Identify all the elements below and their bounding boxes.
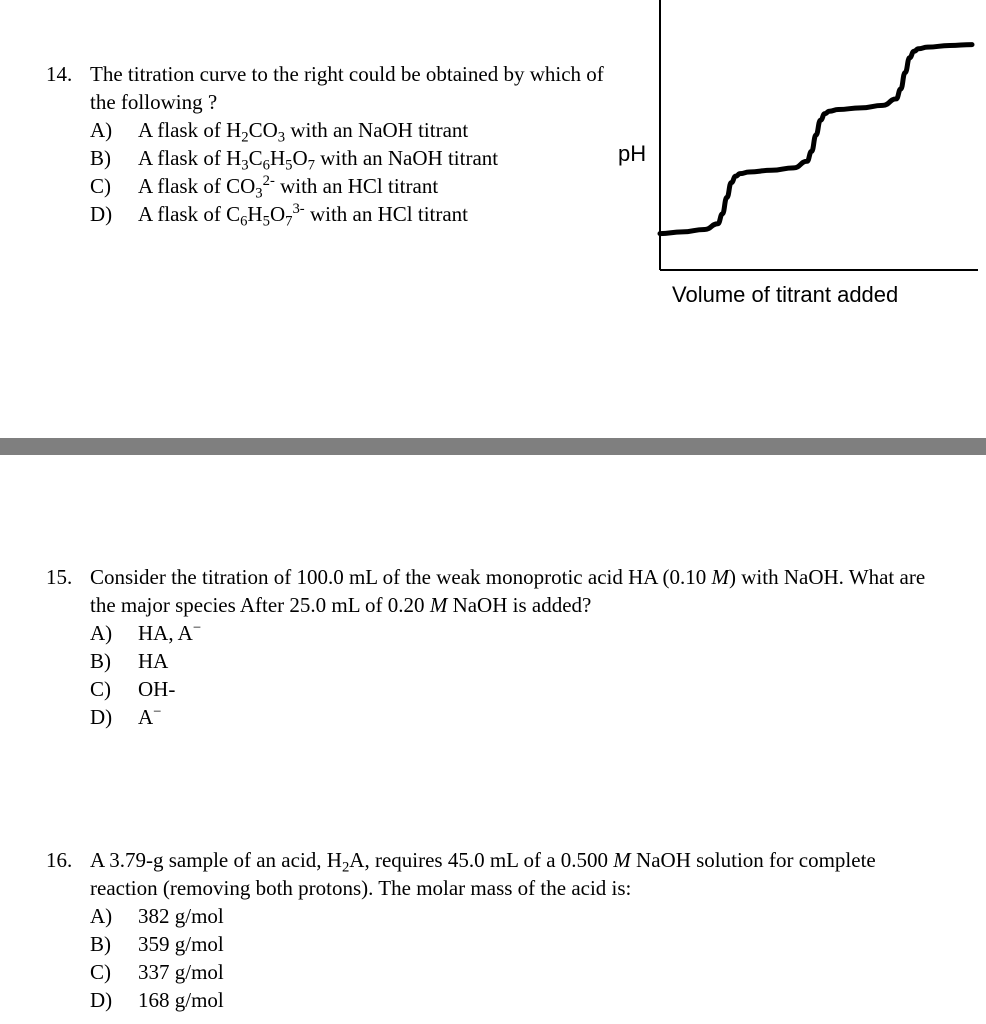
option-letter: B)	[90, 146, 111, 170]
option-letter: D)	[90, 705, 113, 729]
option-a[interactable]	[46, 116, 606, 144]
question-number: 16.	[46, 848, 73, 872]
question-16	[46, 846, 946, 1014]
option-d[interactable]	[46, 986, 946, 1014]
option-a[interactable]	[46, 619, 946, 647]
section-divider	[0, 438, 986, 455]
x-axis-label: Volume of titrant added	[672, 282, 899, 307]
option-letter: B)	[90, 649, 111, 673]
option-b[interactable]	[46, 144, 606, 172]
y-axis-label: pH	[618, 141, 647, 166]
option-text: 337 g/mol	[138, 960, 224, 984]
option-text: HA	[138, 649, 169, 673]
option-text: OH-	[138, 677, 176, 701]
question-stem: Consider the titration of 100.0 mL of the weak monoprotic acid HA (0.10 M) with NaOH. What are the major species After 25.0 mL of 0.20 M NaOH is added?	[90, 565, 926, 617]
option-b[interactable]	[46, 647, 946, 675]
option-d[interactable]	[46, 200, 606, 228]
option-letter: A)	[90, 621, 113, 645]
question-stem: A 3.79-g sample of an acid, $H_2A$, requires 45.0 mL of a 0.500 M NaOH solution for complete reaction (removing both protons). The molar mass of the acid is:	[90, 848, 876, 900]
option-letter: C)	[90, 960, 111, 984]
question-number: 14.	[46, 62, 73, 86]
option-text: 168 g/mol	[138, 988, 224, 1012]
option-c[interactable]	[46, 958, 946, 986]
series-layer	[660, 45, 972, 234]
option-text: A flask of $C_6H_5O_7^{3-}$ with an HCl titrant	[138, 200, 469, 230]
option-c[interactable]	[46, 675, 946, 703]
option-text: A−	[138, 703, 162, 729]
option-text: A flask of $H_3C_6H_5O_7$ with an NaOH titrant	[138, 146, 499, 174]
option-b[interactable]	[46, 930, 946, 958]
titration-chart	[608, 0, 986, 320]
option-text: 382 g/mol	[138, 904, 224, 928]
option-text: A flask of $CO_3^{2-}$ with an HCl titrant	[138, 172, 439, 202]
question-14	[46, 60, 606, 228]
option-letter: C)	[90, 677, 111, 701]
option-letter: A)	[90, 904, 113, 928]
option-letter: C)	[90, 174, 111, 198]
option-text: HA, A−	[138, 619, 202, 645]
option-letter: B)	[90, 932, 111, 956]
option-letter: D)	[90, 988, 113, 1012]
option-letter: D)	[90, 202, 113, 226]
option-a[interactable]	[46, 902, 946, 930]
option-d[interactable]	[46, 703, 946, 731]
option-c[interactable]	[46, 172, 606, 200]
question-number: 15.	[46, 565, 73, 589]
question-15	[46, 563, 946, 731]
option-text: 359 g/mol	[138, 932, 224, 956]
series-line-0	[660, 45, 972, 234]
question-stem: The titration curve to the right could be obtained by which of the following ?	[90, 62, 604, 114]
option-text: A flask of $H_2CO_3$ with an NaOH titrant	[138, 118, 469, 146]
option-letter: A)	[90, 118, 113, 142]
